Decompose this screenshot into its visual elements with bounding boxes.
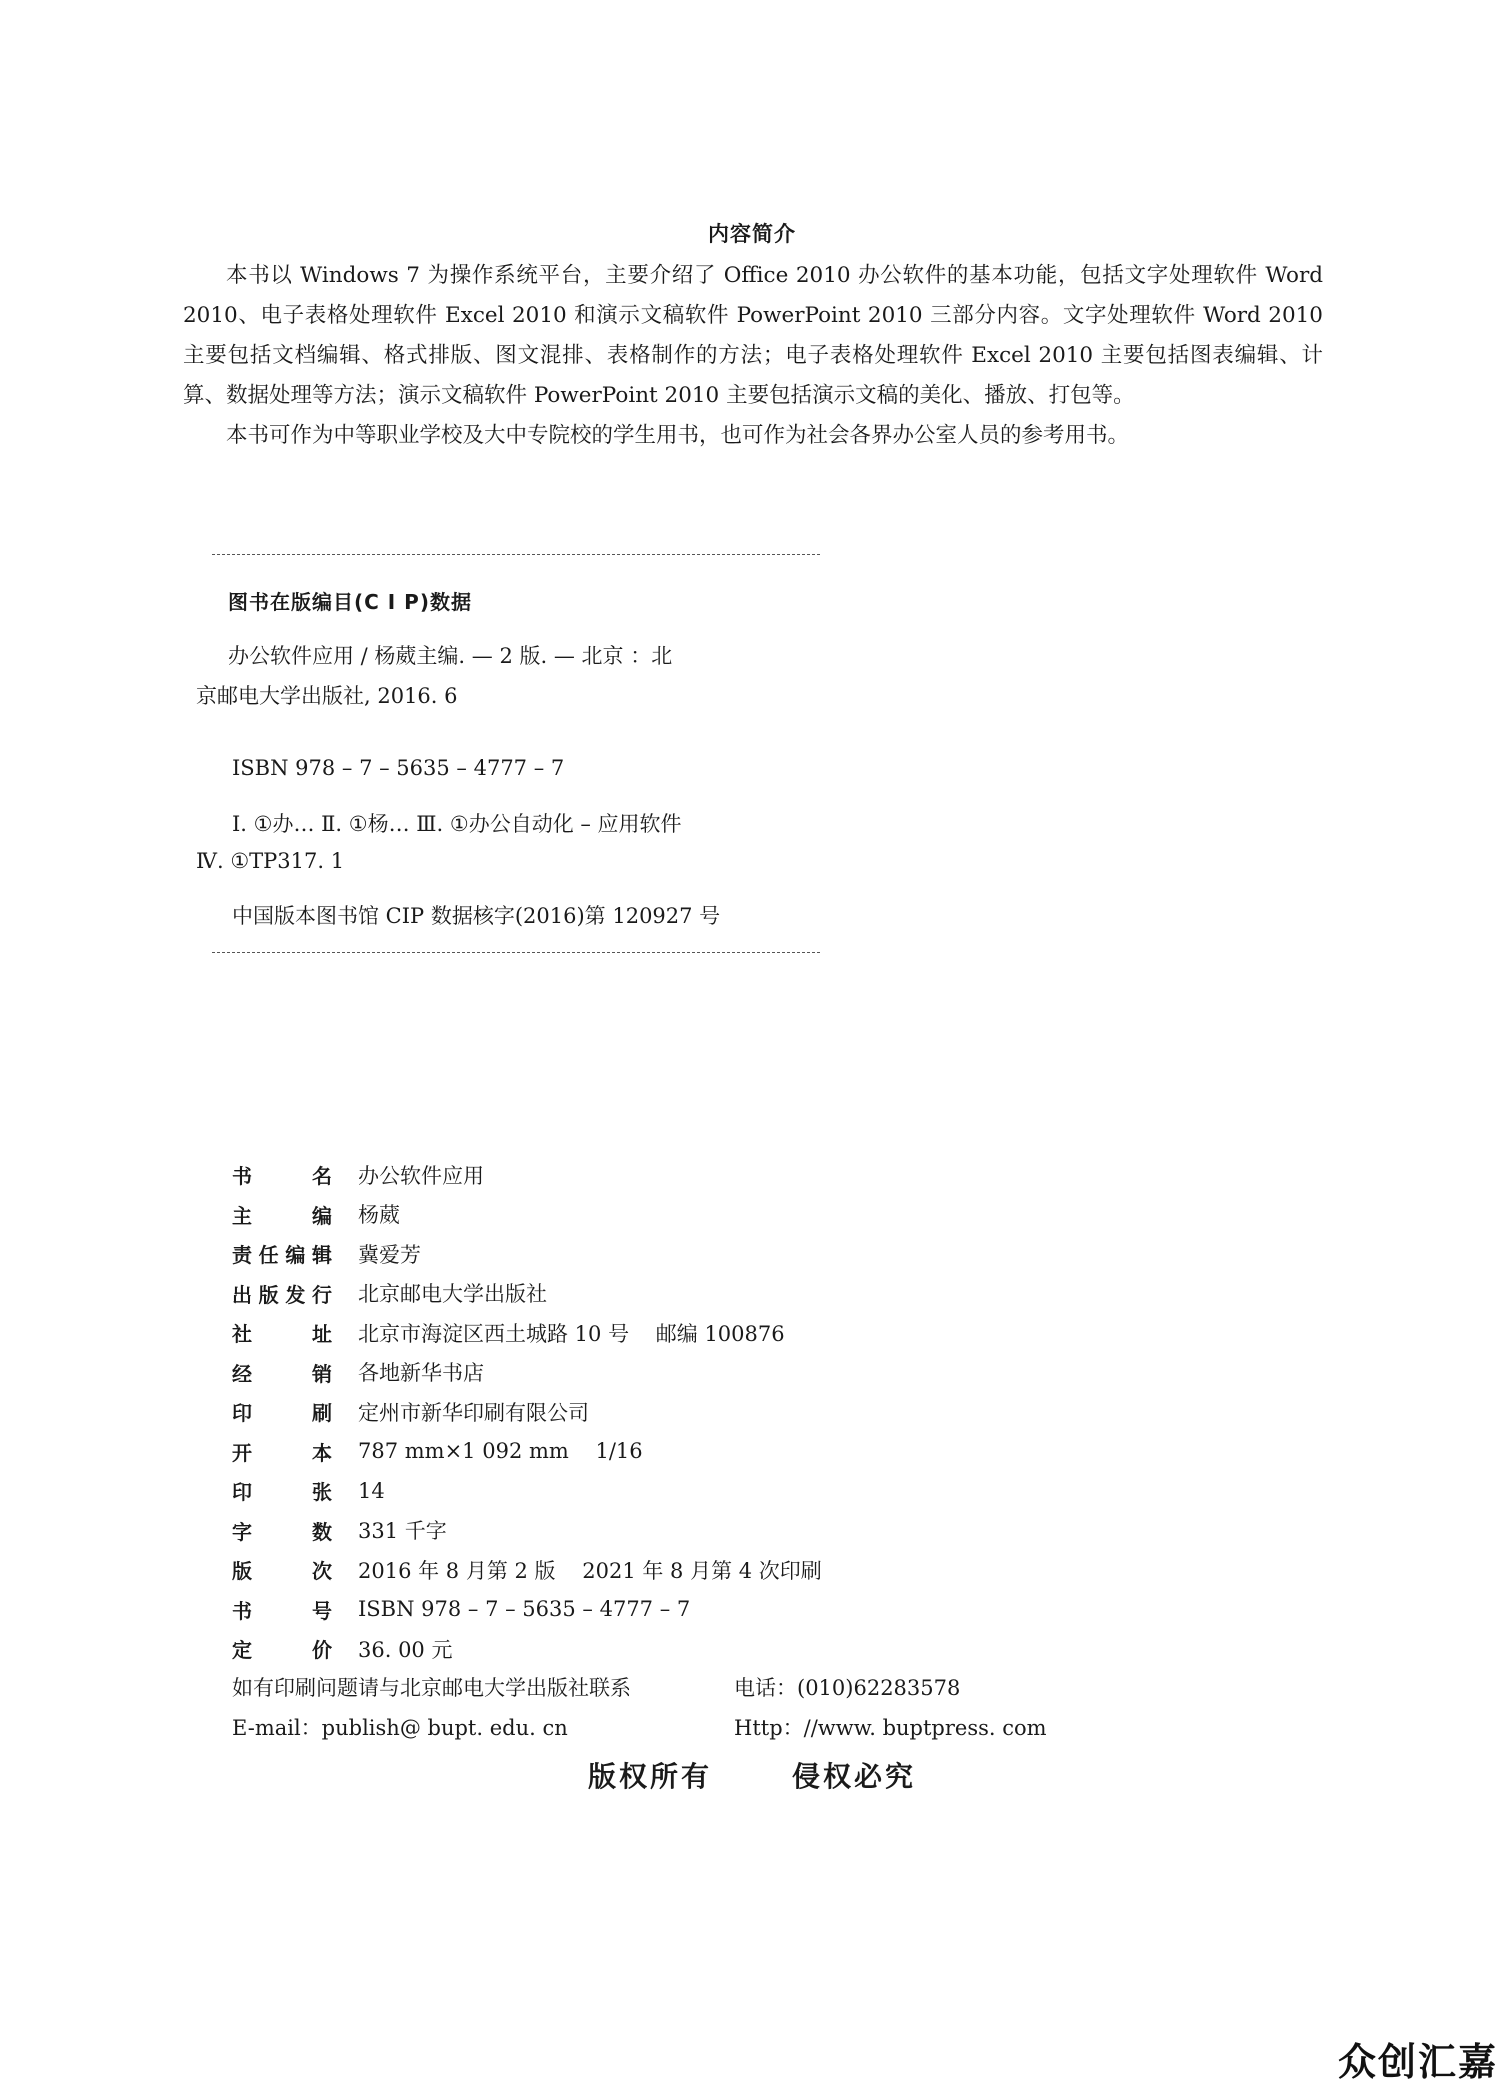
info-row	[232, 1195, 822, 1235]
info-value: 各地新华书店	[358, 1361, 484, 1386]
summary-paragraph-1: 本书以 Windows 7 为操作系统平台，主要介绍了 Office 2010 办公软件的基本功能，包括文字处理软件 Word 2010、电子表格处理软件 Excel 2010 和演示文稿软件 PowerPoint 2010 三部分内容。文字处理软件 Word 2010 主要包括文档编辑、格式排版、图文混排、表格制作的方法；电子表格处理软件 Excel 2010 主要包括图表编辑、计算、数据处理等方法；演示文稿软件 PowerPoint 2010 主要包括演示文稿的美化、播放、打包等。	[183, 263, 1323, 408]
info-row	[232, 1392, 822, 1432]
cip-record-number: 中国版本图书馆 CIP 数据核字(2016)第 120927 号	[232, 904, 721, 928]
info-label: 主编	[232, 1203, 332, 1228]
summary-title: 内容简介	[708, 222, 796, 246]
info-label: 经销	[232, 1361, 332, 1386]
info-label: 印刷	[232, 1401, 332, 1426]
info-label: 社址	[232, 1322, 332, 1347]
cip-classification-1: Ⅰ. ①办… Ⅱ. ①杨… Ⅲ. ①办公自动化 – 应用软件	[232, 812, 682, 836]
cip-divider-top	[212, 554, 820, 555]
contact-phone: 电话：(010)62283578	[734, 1676, 961, 1700]
print-issue-note: 如有印刷问题请与北京邮电大学出版社联系	[232, 1676, 631, 1700]
info-value: 36. 00 元	[358, 1637, 453, 1662]
info-value: 787 mm×1 092 mm 1/16	[358, 1439, 643, 1464]
copyright-notice	[0, 1755, 1504, 1795]
info-value: 杨葳	[358, 1203, 400, 1228]
contact-line-2	[232, 1712, 1047, 1742]
info-label: 印张	[232, 1480, 332, 1505]
copyright-right: 侵权必究	[792, 1760, 917, 1793]
info-value: 331 千字	[358, 1519, 447, 1544]
info-label: 开本	[232, 1440, 332, 1465]
info-row	[232, 1234, 822, 1274]
info-value: 14	[358, 1478, 385, 1503]
info-row	[232, 1590, 822, 1630]
publication-info-table	[232, 1155, 822, 1669]
info-row	[232, 1155, 822, 1195]
info-row	[232, 1471, 822, 1511]
info-label: 版次	[232, 1559, 332, 1584]
info-value: 北京市海淀区西土城路 10 号 邮编 100876	[358, 1321, 785, 1346]
info-row	[232, 1629, 822, 1669]
info-row	[232, 1313, 822, 1353]
info-value: 2016 年 8 月第 2 版 2021 年 8 月第 4 次印刷	[358, 1558, 822, 1583]
info-row	[232, 1353, 822, 1393]
contact-website: Http：//www. buptpress. com	[734, 1716, 1047, 1740]
info-label: 书名	[232, 1164, 332, 1189]
info-label: 出版发行	[232, 1282, 332, 1307]
cip-catalog-line-2: 京邮电大学出版社, 2016. 6	[196, 684, 458, 708]
info-value: 定州市新华印刷有限公司	[358, 1400, 589, 1425]
info-value: ISBN 978 – 7 – 5635 – 4777 – 7	[358, 1597, 691, 1622]
cip-divider-bottom	[212, 952, 820, 953]
info-value: 北京邮电大学出版社	[358, 1282, 547, 1307]
contact-line-1	[232, 1672, 961, 1702]
info-row	[232, 1432, 822, 1472]
info-label: 字数	[232, 1519, 332, 1544]
info-row	[232, 1550, 822, 1590]
info-label: 定价	[232, 1638, 332, 1663]
cip-title: 图书在版编目(C I P)数据	[228, 590, 472, 614]
info-row	[232, 1511, 822, 1551]
summary-body	[183, 256, 1323, 456]
info-row	[232, 1274, 822, 1314]
cip-isbn: ISBN 978 – 7 – 5635 – 4777 – 7	[232, 756, 565, 780]
summary-paragraph-2: 本书可作为中等职业学校及大中专院校的学生用书，也可作为社会各界办公室人员的参考用书。	[226, 423, 1130, 448]
copyright-left: 版权所有	[587, 1760, 712, 1793]
watermark-logo: 众创汇嘉	[1337, 2040, 1498, 2084]
cip-classification-2: Ⅳ. ①TP317. 1	[196, 849, 345, 873]
info-value: 办公软件应用	[358, 1163, 484, 1188]
info-label: 书号	[232, 1598, 332, 1623]
cip-catalog-line-1: 办公软件应用 / 杨葳主编. — 2 版. — 北京 ：北	[228, 644, 673, 668]
contact-email: E-mail：publish@ bupt. edu. cn	[232, 1716, 568, 1740]
info-label: 责任编辑	[232, 1243, 332, 1268]
info-value: 冀爱芳	[358, 1242, 421, 1267]
